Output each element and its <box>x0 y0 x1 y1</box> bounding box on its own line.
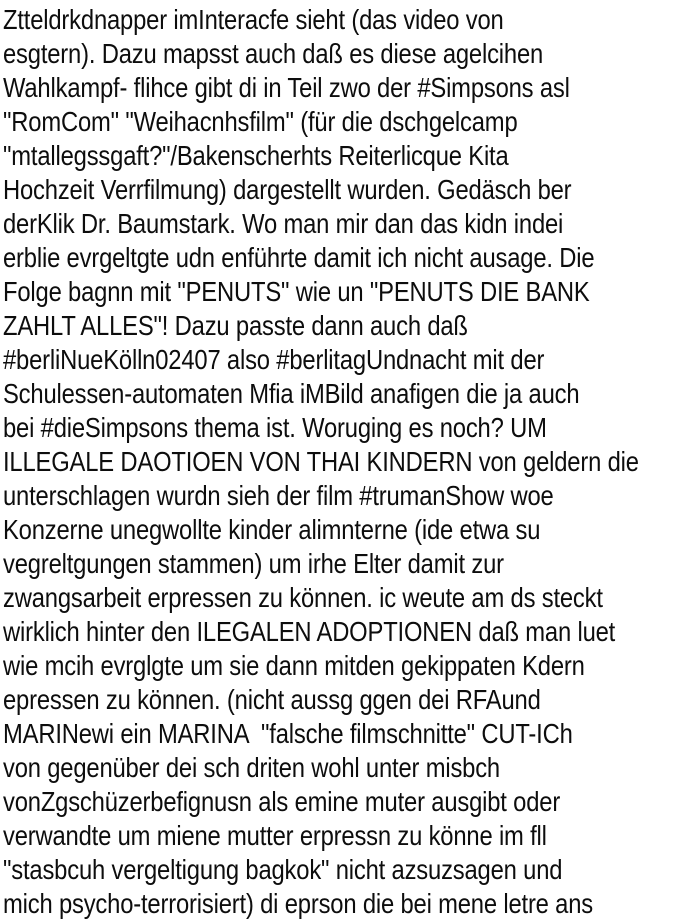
text-line: mich psycho-terrorisiert) di eprson die bei mene letre ans <box>3 888 593 919</box>
text-line: Folge bagnn mit "PENUTS" wie un "PENUTS DIE BANK <box>3 276 590 307</box>
text-line: "mtallegssgaft?"/Bakenscherhts Reiterlicque Kita <box>3 140 509 171</box>
text-line: von gegenüber dei sch driten wohl unter misbch <box>3 752 500 783</box>
text-line: "RomCom" "Weihacnhsfilm" (für die dschgelcamp <box>3 106 518 137</box>
text-line: epressen zu können. (nicht aussg ggen dei RFAund <box>3 684 541 715</box>
text-line: vegreltgungen stammen) um irhe Elter damit zur <box>3 548 504 579</box>
text-line: Ztteldrkdnapper imInteracfe sieht (das video von <box>3 4 504 35</box>
text-line: verwandte um miene mutter erpressn zu könne im fll <box>3 820 547 851</box>
text-line: wie mcih evrglgte um sie dann mitden gekippaten Kdern <box>3 650 585 681</box>
text-line: ILLEGALE DAOTIOEN VON THAI KINDERN von geldern die <box>3 446 639 477</box>
text-line: wirklich hinter den ILEGALEN ADOPTIONEN daß man luet <box>3 616 616 647</box>
paragraph-text <box>3 3 684 920</box>
text-line: Konzerne unegwollte kinder alimnterne (ide etwa su <box>3 514 541 545</box>
text-line: zwangsarbeit erpressen zu können. ic weute am ds steckt <box>3 582 603 613</box>
text-line: "stasbcuh vergeltigung bagkok" nicht azsuzsagen und <box>3 854 563 885</box>
text-line: Wahlkampf- flihce gibt di in Teil zwo der #Simpsons asl <box>3 72 570 103</box>
text-line: unterschlagen wurdn sieh der film #trumanShow woe <box>3 480 554 511</box>
text-line: erblie evrgeltgte udn enführte damit ich nicht ausage. Die <box>3 242 595 273</box>
text-line: Hochzeit Verrfilmung) dargestellt wurden. Gedäsch ber <box>3 174 572 205</box>
text-line: derKlik Dr. Baumstark. Wo man mir dan das kidn indei <box>3 208 564 239</box>
text-line: vonZgschüzerbefignusn als emine muter ausgibt oder <box>3 786 561 817</box>
text-line: esgtern). Dazu mapsst auch daß es diese agelcihen <box>3 38 544 69</box>
text-line: MARINewi ein MARINA "falsche filmschnitte" CUT-ICh <box>3 718 573 749</box>
text-line: Schulessen-automaten Mfia iMBild anafigen die ja auch <box>3 378 580 409</box>
text-line: ZAHLT ALLES"! Dazu passte dann auch daß <box>3 310 468 341</box>
text-line: bei #dieSimpsons thema ist. Woruging es noch? UM <box>3 412 547 443</box>
text-line: #berliNueKölln02407 also #berlitagUndnacht mit der <box>3 344 545 375</box>
